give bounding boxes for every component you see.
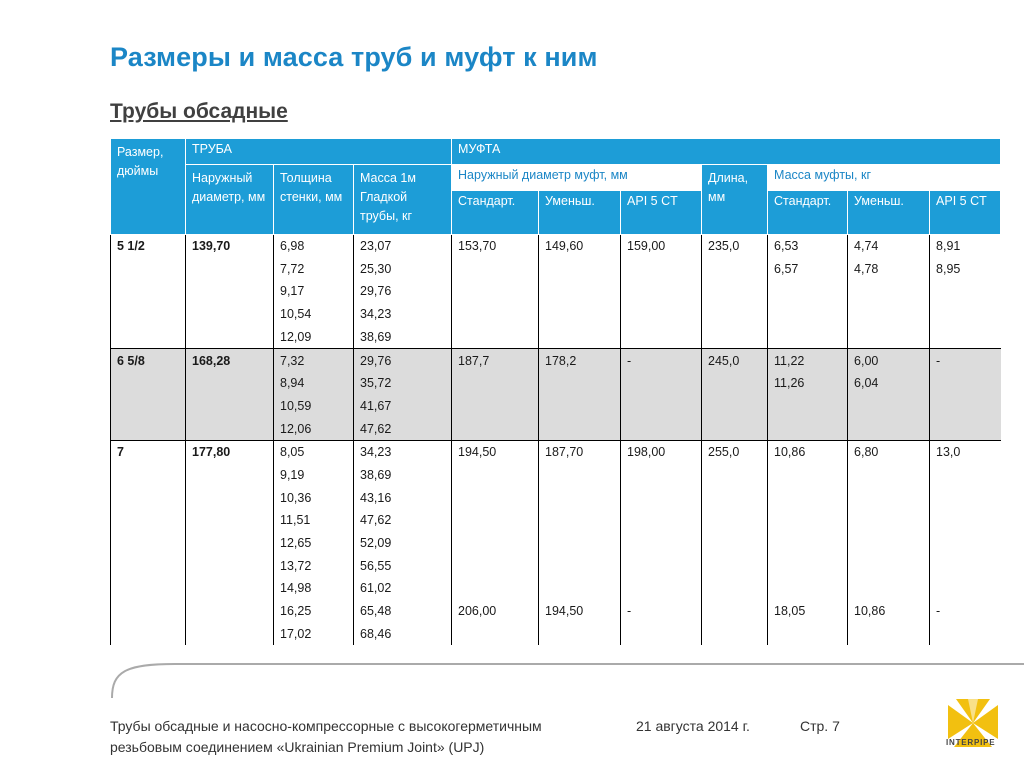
cell-od: 168,28 — [186, 349, 274, 372]
cell-cd-std — [452, 418, 539, 441]
cell-len — [702, 395, 768, 418]
cell-wall: 12,09 — [274, 326, 354, 349]
cell-cm-std: 11,22 — [768, 349, 848, 372]
cell-od — [186, 555, 274, 578]
cell-size — [111, 395, 186, 418]
cell-cm-red — [848, 418, 930, 441]
cell-len — [702, 623, 768, 646]
cell-mass: 43,16 — [354, 487, 452, 510]
cell-cm-api — [930, 280, 1001, 303]
cell-od — [186, 464, 274, 487]
page-subtitle: Трубы обсадные — [110, 100, 288, 123]
cell-size — [111, 326, 186, 349]
cell-cd-red — [539, 258, 621, 281]
cell-cm-red: 6,80 — [848, 441, 930, 464]
cell-cd-std: 194,50 — [452, 441, 539, 464]
cell-cd-api — [621, 303, 702, 326]
cell-mass: 47,62 — [354, 418, 452, 441]
cell-wall: 11,51 — [274, 509, 354, 532]
cell-cd-std — [452, 395, 539, 418]
table-row — [111, 326, 1001, 349]
footer-description — [110, 716, 610, 758]
table-row — [111, 395, 1001, 418]
cell-size — [111, 280, 186, 303]
cell-len: 255,0 — [702, 441, 768, 464]
cell-od: 177,80 — [186, 441, 274, 464]
cell-cm-std — [768, 623, 848, 646]
cell-wall: 12,65 — [274, 532, 354, 555]
cell-cd-std — [452, 464, 539, 487]
cell-len — [702, 577, 768, 600]
cell-cm-std: 6,57 — [768, 258, 848, 281]
cell-mass: 68,46 — [354, 623, 452, 646]
header-wall-thickness: Толщина стенки, мм — [274, 165, 354, 235]
footer-line-2: резьбовым соединением «Ukrainian Premium Joint» (UPJ) — [110, 739, 485, 755]
cell-size — [111, 600, 186, 623]
cell-cd-api — [621, 532, 702, 555]
cell-cm-red — [848, 623, 930, 646]
cell-mass: 23,07 — [354, 235, 452, 258]
cell-cm-red — [848, 395, 930, 418]
cell-cm-std — [768, 509, 848, 532]
cell-cd-api — [621, 509, 702, 532]
cell-cd-api — [621, 395, 702, 418]
cell-cd-red — [539, 464, 621, 487]
cell-mass: 41,67 — [354, 395, 452, 418]
footer-page-number: Стр. 7 — [800, 718, 840, 734]
cell-wall: 10,54 — [274, 303, 354, 326]
logo-text: INTERPIPE — [946, 738, 996, 747]
cell-cd-std — [452, 532, 539, 555]
cell-cd-red — [539, 372, 621, 395]
cell-size — [111, 532, 186, 555]
header-cd-api: API 5 CT — [621, 191, 702, 235]
cell-size — [111, 372, 186, 395]
cell-cm-red: 4,74 — [848, 235, 930, 258]
cell-cd-red — [539, 509, 621, 532]
cell-cd-api — [621, 555, 702, 578]
table-row — [111, 577, 1001, 600]
cell-len — [702, 532, 768, 555]
cell-cd-red: 194,50 — [539, 600, 621, 623]
cell-cm-api: 8,95 — [930, 258, 1001, 281]
cell-od — [186, 280, 274, 303]
cell-wall: 13,72 — [274, 555, 354, 578]
cell-cm-red — [848, 532, 930, 555]
cell-wall: 10,59 — [274, 395, 354, 418]
table-row — [111, 372, 1001, 395]
cell-cm-api: 8,91 — [930, 235, 1001, 258]
cell-cm-red — [848, 577, 930, 600]
cell-size — [111, 577, 186, 600]
header-size: Размер, дюймы — [111, 139, 186, 235]
header-outer-diameter: Наружный диаметр, мм — [186, 165, 274, 235]
cell-mass: 34,23 — [354, 441, 452, 464]
cell-wall: 9,17 — [274, 280, 354, 303]
table-row — [111, 509, 1001, 532]
cell-size — [111, 487, 186, 510]
cell-cm-std — [768, 303, 848, 326]
cell-cd-red — [539, 577, 621, 600]
cell-cm-api — [930, 395, 1001, 418]
cell-wall: 16,25 — [274, 600, 354, 623]
cell-cd-std — [452, 258, 539, 281]
cell-size — [111, 418, 186, 441]
cell-cm-std — [768, 532, 848, 555]
cell-cd-api — [621, 280, 702, 303]
cell-cm-red: 6,04 — [848, 372, 930, 395]
cell-cm-std: 11,26 — [768, 372, 848, 395]
cell-cd-red — [539, 487, 621, 510]
cell-od — [186, 303, 274, 326]
cell-cd-std — [452, 487, 539, 510]
cell-cd-std: 206,00 — [452, 600, 539, 623]
decorative-arc — [0, 650, 1024, 710]
cell-cm-api: - — [930, 600, 1001, 623]
cell-cm-red — [848, 326, 930, 349]
cell-mass: 38,69 — [354, 464, 452, 487]
table-row — [111, 280, 1001, 303]
cell-mass: 65,48 — [354, 600, 452, 623]
cell-mass: 61,02 — [354, 577, 452, 600]
table-row — [111, 441, 1001, 464]
cell-cd-std — [452, 555, 539, 578]
cell-size — [111, 258, 186, 281]
cell-cm-red: 4,78 — [848, 258, 930, 281]
cell-len — [702, 555, 768, 578]
cell-cm-api — [930, 372, 1001, 395]
cell-size: 6 5/8 — [111, 349, 186, 372]
cell-cm-red — [848, 280, 930, 303]
cell-cd-red — [539, 303, 621, 326]
header-cm-reduced: Уменьш. — [848, 191, 930, 235]
table-row — [111, 623, 1001, 646]
cell-od — [186, 258, 274, 281]
cell-cd-api — [621, 464, 702, 487]
cell-wall: 8,94 — [274, 372, 354, 395]
cell-cd-red — [539, 418, 621, 441]
header-length: Длина, мм — [702, 165, 768, 235]
cell-wall: 9,19 — [274, 464, 354, 487]
header-coupling-mass: Масса муфты, кг — [768, 165, 1001, 191]
cell-cm-std — [768, 326, 848, 349]
cell-len — [702, 326, 768, 349]
cell-len — [702, 372, 768, 395]
table-row — [111, 235, 1001, 258]
cell-od — [186, 372, 274, 395]
cell-od — [186, 326, 274, 349]
cell-cm-std — [768, 464, 848, 487]
footer-line-1: Трубы обсадные и насосно-компрессорные с высокогерметичным — [110, 718, 542, 734]
cell-cm-api: 13,0 — [930, 441, 1001, 464]
cell-cd-std — [452, 303, 539, 326]
header-coupling-diameter: Наружный диаметр муфт, мм — [452, 165, 702, 191]
interpipe-logo-icon — [948, 688, 998, 758]
cell-cd-red — [539, 532, 621, 555]
cell-len — [702, 258, 768, 281]
cell-mass: 47,62 — [354, 509, 452, 532]
cell-mass: 29,76 — [354, 280, 452, 303]
cell-cd-std — [452, 372, 539, 395]
cell-cd-api — [621, 577, 702, 600]
page-title: Размеры и масса труб и муфт к ним — [110, 42, 598, 72]
cell-cd-api: 159,00 — [621, 235, 702, 258]
table-row — [111, 600, 1001, 623]
cell-size — [111, 555, 186, 578]
cell-od — [186, 532, 274, 555]
cell-len: 245,0 — [702, 349, 768, 372]
cell-cd-api — [621, 418, 702, 441]
cell-wall: 17,02 — [274, 623, 354, 646]
cell-od — [186, 623, 274, 646]
cell-len — [702, 509, 768, 532]
cell-wall: 6,98 — [274, 235, 354, 258]
cell-len — [702, 600, 768, 623]
cell-cd-red — [539, 280, 621, 303]
cell-cm-api — [930, 326, 1001, 349]
table-row — [111, 303, 1001, 326]
cell-cd-red: 187,70 — [539, 441, 621, 464]
cell-cd-red: 178,2 — [539, 349, 621, 372]
cell-size: 7 — [111, 441, 186, 464]
cell-cm-std — [768, 395, 848, 418]
cell-cm-api — [930, 623, 1001, 646]
table-row — [111, 349, 1001, 372]
header-coupling: МУФТА — [452, 139, 1001, 165]
cell-mass: 25,30 — [354, 258, 452, 281]
header-cd-standard: Стандарт. — [452, 191, 539, 235]
cell-cd-red — [539, 326, 621, 349]
cell-wall: 10,36 — [274, 487, 354, 510]
cell-mass: 34,23 — [354, 303, 452, 326]
cell-len: 235,0 — [702, 235, 768, 258]
cell-cd-api — [621, 623, 702, 646]
cell-cm-api — [930, 487, 1001, 510]
cell-cm-api — [930, 555, 1001, 578]
cell-size: 5 1/2 — [111, 235, 186, 258]
cell-len — [702, 487, 768, 510]
cell-cm-red: 6,00 — [848, 349, 930, 372]
cell-len — [702, 280, 768, 303]
cell-mass: 52,09 — [354, 532, 452, 555]
cell-cd-red — [539, 395, 621, 418]
table-row — [111, 418, 1001, 441]
cell-size — [111, 464, 186, 487]
cell-cd-red — [539, 555, 621, 578]
header-mass-per-meter: Масса 1м Гладкой трубы, кг — [354, 165, 452, 235]
cell-cd-api — [621, 487, 702, 510]
cell-cm-std: 6,53 — [768, 235, 848, 258]
table-body — [111, 235, 1001, 646]
cell-wall: 7,32 — [274, 349, 354, 372]
cell-od — [186, 395, 274, 418]
cell-cd-red — [539, 623, 621, 646]
cell-cd-std: 153,70 — [452, 235, 539, 258]
cell-cd-std: 187,7 — [452, 349, 539, 372]
cell-size — [111, 509, 186, 532]
cell-mass: 38,69 — [354, 326, 452, 349]
footer-date: 21 августа 2014 г. — [636, 718, 750, 734]
header-pipe: ТРУБА — [186, 139, 452, 165]
cell-cm-std — [768, 577, 848, 600]
cell-cd-std — [452, 326, 539, 349]
cell-od — [186, 509, 274, 532]
cell-od — [186, 487, 274, 510]
cell-cd-std — [452, 577, 539, 600]
cell-cm-api — [930, 509, 1001, 532]
cell-size — [111, 623, 186, 646]
cell-od: 139,70 — [186, 235, 274, 258]
cell-wall: 8,05 — [274, 441, 354, 464]
cell-cm-red — [848, 509, 930, 532]
cell-mass: 29,76 — [354, 349, 452, 372]
header-cd-reduced: Уменьш. — [539, 191, 621, 235]
cell-cm-red — [848, 555, 930, 578]
cell-cm-api — [930, 532, 1001, 555]
cell-cm-std — [768, 280, 848, 303]
cell-cm-api — [930, 303, 1001, 326]
cell-od — [186, 418, 274, 441]
cell-cm-red: 10,86 — [848, 600, 930, 623]
cell-cm-api — [930, 577, 1001, 600]
cell-mass: 56,55 — [354, 555, 452, 578]
table-row — [111, 532, 1001, 555]
cell-cd-std — [452, 623, 539, 646]
cell-wall: 14,98 — [274, 577, 354, 600]
cell-cm-std — [768, 555, 848, 578]
cell-cm-std — [768, 487, 848, 510]
cell-cd-api: - — [621, 349, 702, 372]
cell-len — [702, 464, 768, 487]
header-cm-api: API 5 CT — [930, 191, 1001, 235]
table-row — [111, 464, 1001, 487]
table-row — [111, 258, 1001, 281]
cell-cd-api — [621, 258, 702, 281]
cell-cm-red — [848, 487, 930, 510]
cell-cd-std — [452, 280, 539, 303]
cell-cd-api: 198,00 — [621, 441, 702, 464]
cell-cm-std — [768, 418, 848, 441]
cell-cm-std: 10,86 — [768, 441, 848, 464]
cell-cd-std — [452, 509, 539, 532]
table-row — [111, 487, 1001, 510]
cell-cd-api — [621, 372, 702, 395]
table-row — [111, 555, 1001, 578]
cell-cm-api — [930, 464, 1001, 487]
cell-cm-api — [930, 418, 1001, 441]
cell-wall: 12,06 — [274, 418, 354, 441]
cell-cm-red — [848, 303, 930, 326]
cell-cm-api: - — [930, 349, 1001, 372]
cell-cd-api: - — [621, 600, 702, 623]
cell-cm-red — [848, 464, 930, 487]
cell-cd-api — [621, 326, 702, 349]
cell-mass: 35,72 — [354, 372, 452, 395]
cell-cd-red: 149,60 — [539, 235, 621, 258]
cell-wall: 7,72 — [274, 258, 354, 281]
cell-len — [702, 418, 768, 441]
header-cm-standard: Стандарт. — [768, 191, 848, 235]
cell-od — [186, 577, 274, 600]
pipe-spec-table — [110, 138, 1001, 645]
cell-len — [702, 303, 768, 326]
cell-size — [111, 303, 186, 326]
cell-cm-std: 18,05 — [768, 600, 848, 623]
cell-od — [186, 600, 274, 623]
